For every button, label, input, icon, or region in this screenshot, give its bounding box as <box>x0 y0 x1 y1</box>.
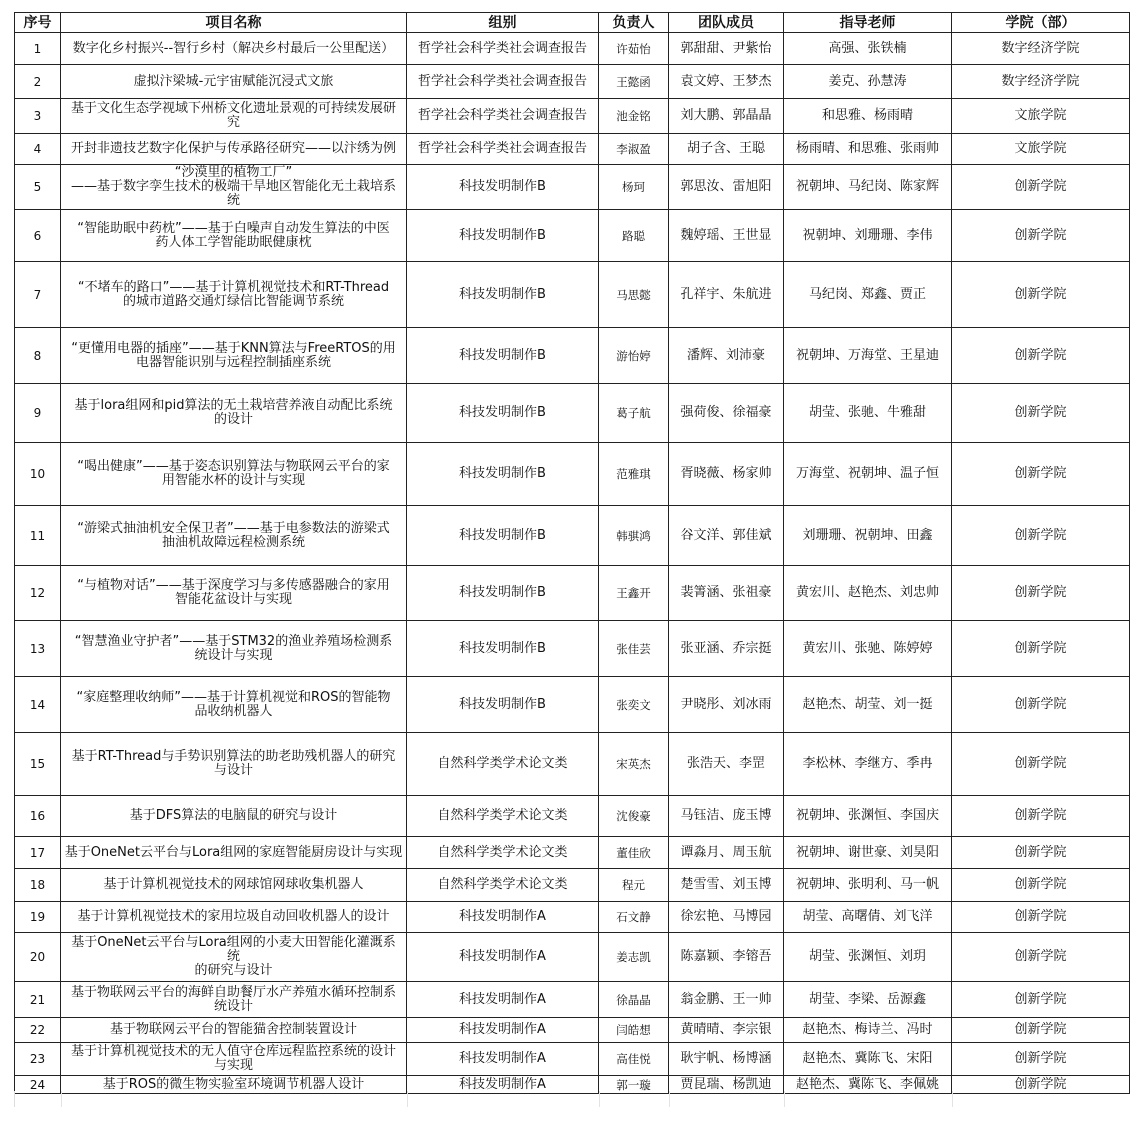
advisors-cell: 胡莹、张驰、牛雅甜 <box>784 384 952 443</box>
row-number-cell: 2 <box>15 65 61 99</box>
college-cell: 创新学院 <box>952 1076 1130 1094</box>
row-number-cell: 18 <box>15 869 61 902</box>
leader-cell: 王鑫开 <box>599 566 669 621</box>
college-cell: 创新学院 <box>952 506 1130 566</box>
project-table-sheet <box>14 12 1129 1094</box>
advisors-cell: 赵艳杰、胡莹、刘一挺 <box>784 677 952 733</box>
members-cell: 胡子含、王聪 <box>669 134 784 165</box>
leader-cell: 路聪 <box>599 210 669 262</box>
row-number-cell: 12 <box>15 566 61 621</box>
project-name-cell: 基于物联网云平台的海鲜自助餐厅水产养殖水循环控制系 统设计 <box>61 982 407 1018</box>
row-number-cell: 19 <box>15 902 61 933</box>
project-name-cell: 基于物联网云平台的智能猫舍控制装置设计 <box>61 1018 407 1043</box>
advisors-cell: 胡莹、张渊恒、刘玥 <box>784 933 952 982</box>
project-name-cell: “沙漠里的植物工厂” ——基于数字孪生技术的极端干旱地区智能化无土栽培系 统 <box>61 165 407 210</box>
members-cell: 郭思汝、雷旭阳 <box>669 165 784 210</box>
project-name-cell: “游梁式抽油机安全保卫者”——基于电参数法的游梁式 抽油机故障远程检测系统 <box>61 506 407 566</box>
project-name-cell: 虚拟汴梁城-元宇宙赋能沉浸式文旅 <box>61 65 407 99</box>
members-cell: 翁金鹏、王一帅 <box>669 982 784 1018</box>
header-leader: 负责人 <box>599 13 669 33</box>
header-group: 组别 <box>407 13 599 33</box>
college-cell: 创新学院 <box>952 796 1130 837</box>
project-name-cell: 基于计算机视觉技术的家用垃圾自动回收机器人的设计 <box>61 902 407 933</box>
members-cell: 张亚涵、乔宗挺 <box>669 621 784 677</box>
project-name-cell: 基于DFS算法的电脑鼠的研究与设计 <box>61 796 407 837</box>
project-table <box>14 12 1130 1094</box>
members-cell: 陈嘉颖、李镕吾 <box>669 933 784 982</box>
header-row <box>15 13 1130 33</box>
group-cell: 科技发明制作A <box>407 982 599 1018</box>
advisors-cell: 姜克、孙慧涛 <box>784 65 952 99</box>
college-cell: 创新学院 <box>952 869 1130 902</box>
project-name-cell: “更懂用电器的插座”——基于KNN算法与FreeRTOS的用 电器智能识别与远程控制插座系统 <box>61 328 407 384</box>
leader-cell: 马思懿 <box>599 262 669 328</box>
leader-cell: 闫皓想 <box>599 1018 669 1043</box>
table-row <box>15 210 1130 262</box>
group-cell: 科技发明制作A <box>407 933 599 982</box>
advisors-cell: 赵艳杰、梅诗兰、冯时 <box>784 1018 952 1043</box>
college-cell: 创新学院 <box>952 621 1130 677</box>
college-cell: 创新学院 <box>952 982 1130 1018</box>
group-cell: 科技发明制作B <box>407 384 599 443</box>
group-cell: 自然科学类学术论文类 <box>407 796 599 837</box>
group-cell: 科技发明制作A <box>407 1076 599 1094</box>
group-cell: 科技发明制作B <box>407 262 599 328</box>
group-cell: 科技发明制作A <box>407 1018 599 1043</box>
advisors-cell: 胡莹、李梁、岳源鑫 <box>784 982 952 1018</box>
group-cell: 自然科学类学术论文类 <box>407 869 599 902</box>
advisors-cell: 刘珊珊、祝朝坤、田鑫 <box>784 506 952 566</box>
advisors-cell: 祝朝坤、马纪岗、陈家辉 <box>784 165 952 210</box>
table-row <box>15 134 1130 165</box>
college-cell: 数字经济学院 <box>952 65 1130 99</box>
table-row <box>15 1043 1130 1076</box>
row-number-cell: 13 <box>15 621 61 677</box>
project-name-cell: 基于ROS的微生物实验室环境调节机器人设计 <box>61 1076 407 1094</box>
group-cell: 自然科学类学术论文类 <box>407 733 599 796</box>
group-cell: 自然科学类学术论文类 <box>407 837 599 869</box>
college-cell: 创新学院 <box>952 1018 1130 1043</box>
row-number-cell: 6 <box>15 210 61 262</box>
members-cell: 郭甜甜、尹紫怡 <box>669 33 784 65</box>
leader-cell: 葛子航 <box>599 384 669 443</box>
advisors-cell: 李松林、李继方、季冉 <box>784 733 952 796</box>
leader-cell: 张佳芸 <box>599 621 669 677</box>
table-row <box>15 443 1130 506</box>
header-college: 学院（部） <box>952 13 1130 33</box>
college-cell: 创新学院 <box>952 443 1130 506</box>
members-cell: 黄晴晴、李宗银 <box>669 1018 784 1043</box>
college-cell: 文旅学院 <box>952 134 1130 165</box>
advisors-cell: 黄宏川、张驰、陈婷婷 <box>784 621 952 677</box>
row-number-cell: 9 <box>15 384 61 443</box>
college-cell: 创新学院 <box>952 837 1130 869</box>
advisors-cell: 黄宏川、赵艳杰、刘忠帅 <box>784 566 952 621</box>
row-number-cell: 21 <box>15 982 61 1018</box>
members-cell: 耿宇帆、杨博涵 <box>669 1043 784 1076</box>
project-name-cell: 基于文化生态学视域下州桥文化遗址景观的可持续发展研 究 <box>61 99 407 134</box>
group-cell: 科技发明制作B <box>407 677 599 733</box>
leader-cell: 程元 <box>599 869 669 902</box>
leader-cell: 杨珂 <box>599 165 669 210</box>
project-name-cell: 数字化乡村振兴--智行乡村（解决乡村最后一公里配送） <box>61 33 407 65</box>
project-name-cell: “智慧渔业守护者”——基于STM32的渔业养殖场检测系 统设计与实现 <box>61 621 407 677</box>
project-name-cell: 基于OneNet云平台与Lora组网的小麦大田智能化灌溉系 统 的研究与设计 <box>61 933 407 982</box>
table-row <box>15 837 1130 869</box>
table-row <box>15 796 1130 837</box>
project-name-cell: 基于OneNet云平台与Lora组网的家庭智能厨房设计与实现 <box>61 837 407 869</box>
group-cell: 科技发明制作B <box>407 506 599 566</box>
table-row <box>15 566 1130 621</box>
college-cell: 创新学院 <box>952 677 1130 733</box>
row-number-cell: 17 <box>15 837 61 869</box>
table-row <box>15 869 1130 902</box>
group-cell: 科技发明制作A <box>407 1043 599 1076</box>
project-name-cell: “智能助眠中药枕”——基于白噪声自动发生算法的中医 药人体工学智能助眠健康枕 <box>61 210 407 262</box>
leader-cell: 许茹怡 <box>599 33 669 65</box>
table-row <box>15 262 1130 328</box>
college-cell: 创新学院 <box>952 733 1130 796</box>
row-number-cell: 23 <box>15 1043 61 1076</box>
advisors-cell: 和思雅、杨雨晴 <box>784 99 952 134</box>
row-number-cell: 8 <box>15 328 61 384</box>
members-cell: 孔祥宇、朱航进 <box>669 262 784 328</box>
group-cell: 哲学社会科学类社会调查报告 <box>407 99 599 134</box>
group-cell: 科技发明制作B <box>407 566 599 621</box>
advisors-cell: 胡莹、高曙倩、刘飞洋 <box>784 902 952 933</box>
row-number-cell: 7 <box>15 262 61 328</box>
row-number-cell: 14 <box>15 677 61 733</box>
leader-cell: 张奕文 <box>599 677 669 733</box>
leader-cell: 沈俊豪 <box>599 796 669 837</box>
advisors-cell: 赵艳杰、冀陈飞、李佩姚 <box>784 1076 952 1094</box>
group-cell: 哲学社会科学类社会调查报告 <box>407 134 599 165</box>
project-name-cell: 基于lora组网和pid算法的无土栽培营养液自动配比系统 的设计 <box>61 384 407 443</box>
college-cell: 数字经济学院 <box>952 33 1130 65</box>
project-name-cell: “家庭整理收纳师”——基于计算机视觉和ROS的智能物 品收纳机器人 <box>61 677 407 733</box>
members-cell: 谭淼月、周玉航 <box>669 837 784 869</box>
header-members: 团队成员 <box>669 13 784 33</box>
leader-cell: 王懿函 <box>599 65 669 99</box>
leader-cell: 韩骐鸿 <box>599 506 669 566</box>
leader-cell: 姜志凯 <box>599 933 669 982</box>
header-no: 序号 <box>15 13 61 33</box>
college-cell: 创新学院 <box>952 165 1130 210</box>
members-cell: 魏婷瑶、王世显 <box>669 210 784 262</box>
header-advisors: 指导老师 <box>784 13 952 33</box>
table-row <box>15 933 1130 982</box>
leader-cell: 李淑盈 <box>599 134 669 165</box>
college-cell: 文旅学院 <box>952 99 1130 134</box>
group-cell: 科技发明制作B <box>407 443 599 506</box>
members-cell: 胥晓薇、杨家帅 <box>669 443 784 506</box>
group-cell: 科技发明制作B <box>407 165 599 210</box>
leader-cell: 池金铭 <box>599 99 669 134</box>
leader-cell: 石文静 <box>599 902 669 933</box>
members-cell: 贾昆瑞、杨凯迪 <box>669 1076 784 1094</box>
advisors-cell: 祝朝坤、张明利、马一帆 <box>784 869 952 902</box>
table-row <box>15 621 1130 677</box>
project-name-cell: 基于计算机视觉技术的无人值守仓库远程监控系统的设计 与实现 <box>61 1043 407 1076</box>
college-cell: 创新学院 <box>952 933 1130 982</box>
advisors-cell: 高强、张铁楠 <box>784 33 952 65</box>
table-body <box>15 33 1130 1094</box>
leader-cell: 游怡婷 <box>599 328 669 384</box>
college-cell: 创新学院 <box>952 210 1130 262</box>
row-number-cell: 1 <box>15 33 61 65</box>
table-row <box>15 165 1130 210</box>
row-number-cell: 16 <box>15 796 61 837</box>
leader-cell: 徐晶晶 <box>599 982 669 1018</box>
leader-cell: 宋英杰 <box>599 733 669 796</box>
advisors-cell: 杨雨晴、和思雅、张雨帅 <box>784 134 952 165</box>
college-cell: 创新学院 <box>952 566 1130 621</box>
group-cell: 科技发明制作B <box>407 328 599 384</box>
leader-cell: 郭一璇 <box>599 1076 669 1094</box>
group-cell: 科技发明制作B <box>407 210 599 262</box>
table-row <box>15 677 1130 733</box>
members-cell: 张浩天、李罡 <box>669 733 784 796</box>
project-name-cell: “喝出健康”——基于姿态识别算法与物联网云平台的家 用智能水杯的设计与实现 <box>61 443 407 506</box>
advisors-cell: 赵艳杰、冀陈飞、宋阳 <box>784 1043 952 1076</box>
leader-cell: 范雅琪 <box>599 443 669 506</box>
members-cell: 刘大鹏、郭晶晶 <box>669 99 784 134</box>
project-name-cell: 基于RT-Thread与手势识别算法的助老助残机器人的研究 与设计 <box>61 733 407 796</box>
leader-cell: 董佳欣 <box>599 837 669 869</box>
members-cell: 强荷俊、徐福豪 <box>669 384 784 443</box>
table-row <box>15 733 1130 796</box>
advisors-cell: 祝朝坤、谢世豪、刘昊阳 <box>784 837 952 869</box>
college-cell: 创新学院 <box>952 902 1130 933</box>
table-row <box>15 902 1130 933</box>
row-number-cell: 4 <box>15 134 61 165</box>
table-row <box>15 328 1130 384</box>
project-name-cell: “不堵车的路口”——基于计算机视觉技术和RT-Thread 的城市道路交通灯绿信比智能调节系统 <box>61 262 407 328</box>
advisors-cell: 马纪岗、郑鑫、贾正 <box>784 262 952 328</box>
table-row <box>15 506 1130 566</box>
members-cell: 马钰洁、庞玉博 <box>669 796 784 837</box>
table-row <box>15 33 1130 65</box>
college-cell: 创新学院 <box>952 328 1130 384</box>
row-number-cell: 11 <box>15 506 61 566</box>
row-number-cell: 15 <box>15 733 61 796</box>
college-cell: 创新学院 <box>952 1043 1130 1076</box>
members-cell: 楚雪雪、刘玉博 <box>669 869 784 902</box>
members-cell: 裴箐涵、张祖豪 <box>669 566 784 621</box>
table-row <box>15 384 1130 443</box>
header-project-name: 项目名称 <box>61 13 407 33</box>
group-cell: 哲学社会科学类社会调查报告 <box>407 33 599 65</box>
college-cell: 创新学院 <box>952 384 1130 443</box>
row-number-cell: 22 <box>15 1018 61 1043</box>
members-cell: 徐宏艳、马博园 <box>669 902 784 933</box>
group-cell: 哲学社会科学类社会调查报告 <box>407 65 599 99</box>
table-row <box>15 99 1130 134</box>
members-cell: 潘辉、刘沛豪 <box>669 328 784 384</box>
advisors-cell: 祝朝坤、张渊恒、李国庆 <box>784 796 952 837</box>
table-row <box>15 1018 1130 1043</box>
project-name-cell: 基于计算机视觉技术的网球馆网球收集机器人 <box>61 869 407 902</box>
project-name-cell: 开封非遗技艺数字化保护与传承路径研究——以汴绣为例 <box>61 134 407 165</box>
group-cell: 科技发明制作A <box>407 902 599 933</box>
advisors-cell: 祝朝坤、刘珊珊、李伟 <box>784 210 952 262</box>
members-cell: 谷文洋、郭佳斌 <box>669 506 784 566</box>
leader-cell: 高佳悦 <box>599 1043 669 1076</box>
members-cell: 尹晓彤、刘冰雨 <box>669 677 784 733</box>
table-row <box>15 982 1130 1018</box>
row-number-cell: 24 <box>15 1076 61 1094</box>
row-number-cell: 3 <box>15 99 61 134</box>
college-cell: 创新学院 <box>952 262 1130 328</box>
advisors-cell: 祝朝坤、万海堂、王星迪 <box>784 328 952 384</box>
project-name-cell: “与植物对话”——基于深度学习与多传感器融合的家用 智能花盆设计与实现 <box>61 566 407 621</box>
table-row <box>15 65 1130 99</box>
group-cell: 科技发明制作B <box>407 621 599 677</box>
empty-grid-row <box>14 1091 1130 1107</box>
members-cell: 袁文婷、王梦杰 <box>669 65 784 99</box>
advisors-cell: 万海堂、祝朝坤、温子恒 <box>784 443 952 506</box>
row-number-cell: 5 <box>15 165 61 210</box>
row-number-cell: 10 <box>15 443 61 506</box>
row-number-cell: 20 <box>15 933 61 982</box>
